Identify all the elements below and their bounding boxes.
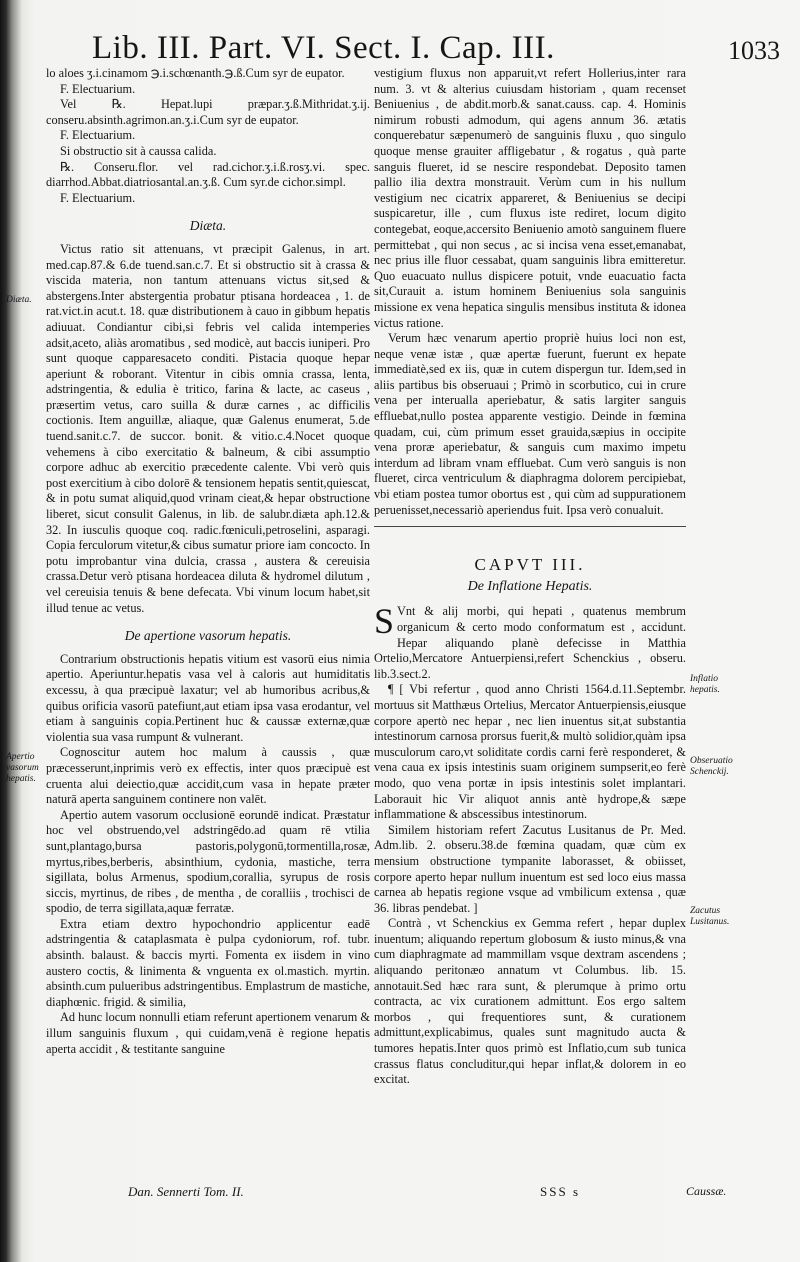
paragraph: Contrarium obstructionis hepatis vitium est vasorū eius nimia apertio. Aperiuntur.hepatis vasa vel à caloris aut humiditatis excessu, à qua præcipuè laxatur; vel ab humoribus acribus,& quibus orificia vasorū patefiunt,aut etiam ipsa vasa erodantur, vel etiam à sanguinis copia.Pertinent huc & caussæ externæ,quæ violentia sua vasa rumpunt & vulnerant. <box>46 651 370 744</box>
chapter-title: CAPVT III. <box>474 555 586 575</box>
footer-author: Dan. Sennerti Tom. II. <box>128 1184 244 1199</box>
right-column <box>374 66 686 1088</box>
running-header: Lib. III. Part. VI. Sect. I. Cap. III. <box>92 30 555 66</box>
paragraph: Vel ℞. Hepat.lupi præpar.ʒ.ß.Mithridat.ʒ.ij. conseru.absinth.agrimon.an.ʒ.i.Cum syr de eupator. <box>46 97 370 127</box>
paragraph: Victus ratio sit attenuans, vt præcipit Galenus, in art. med.cap.87.& 6.de tuend.san.c.7. Et si obstructio sit à crassa & viscida materia, non tantum attenuans victus sit,sed & abstergens.Inter abstergentia probatur ptisana hordeacea , 1. de rat.vict.in acut.t. 18. quæ distributionem à cauo in gibbum hepatis adiuuat. Condiantur cibi,si febris vel calida intemperies adsit,aceto, aliàs aromatibus , sed modicè, aut baccis iuniperi. Pro sunt quoque capparesaceto conditi. Pistacia quoque hepar aperiunt & roborant. Vitentur in cibis omnia crassa, lenta, adstringentia, & edulia è tritico, farina & lacte, ac caseus , præsertim vetus, caro suilla & duræ carnes , ac difficilis coctionis. Item anguillæ, aliaque, quæ Galenus enumerat, 5.de tuend.sanit.c.7. de succor. bonit. & vitio.c.4.Nocet quoque vehemens à cibo exercitatio & balneum, & cibi assumptio corpore adhuc ab exercitio præcedente calente. Vbi verò quis post exercitium à cibo dolorē & tensionem hepatis sentit,quiescat, & in potu sumat aliquid,quod vrinam cieat,& hepar obstructione liberet, sicut consulit Galenus, in lib. de salubr.diæta aph.12.& 32. In iusculis quoque coq. radic.fœniculi,petroselini, asparagi. Copia ferculorum vitetur,& cibus sumatur priore iam concocto. In potu improbantur vina dulcia, crassa , austera & cereuisia crassa.Detur verò ptisana hordeacea diluta & hydromel dilutum , vel cereuisia tenuis & bene defecata. Vbi vinum locum habet,sit illud tenue ac vetus. <box>46 241 370 615</box>
margin-note-apertio: Apertio vasorum hepatis. <box>6 752 39 784</box>
paragraph: Apertio autem vasorum occlusionē eorundē indicat. Præstatur hoc vel obstruendo,vel adstringēdo.ad quam rē vtilia sunt,plantago,bursa pastoris,polygonū,tormentilla,rosæ, myrtus,ribes,berberis, absinthium, cydonia, mastiche, terra sigillata, bolus Armenus, spodium,corallia, syrupus de rosis siccis, myrtinus, de ribes , de mentha , de coralliis , trochisci de spodio, de terra sigillata,aquæ ferratæ. <box>46 807 370 916</box>
paragraph: Ad hunc locum nonnulli etiam referunt apertionem venarum & illum sanguinis fluxum , qui cuidam,venā è regione hepatis aperta accidit , & testitante sanguine <box>46 1010 370 1056</box>
paragraph-text: Vnt & alij morbi, qui hepati , quatenus membrum organicum & certo modo conformatum est , accidunt. Hepar aliquando planè defecisse in Matthia Ortelio,Mercatore Antuerpiensi,refert Schenckius , obseru. lib.3.sect.2. <box>374 604 686 681</box>
drop-cap: S <box>374 601 395 642</box>
margin-note-inflatio: Inflatio hepatis. <box>690 674 720 695</box>
paragraph: lo aloes ʒ.i.cinamom ℈.i.schœnanth.℈.ß.Cum syr de eupator. <box>46 66 345 80</box>
paragraph: Verum hæc venarum apertio propriè huius loci non est, neque venæ istæ , quæ apertæ fuerunt, fuerunt ex hepate immediatè,sed ex iis, quæ in cutem dispergun tur. Idem,sed in aliis partibus bis obseruaui ; Primò in scorbutico, cui in crure vena per interualla aperiebatur, & satis largiter sanguis effluebat,nullo postea apparente vestigio. Deinde in fœmina quadam, cui, cùm primum esset grauida,sæpius in occipite vena proræ aperiebatur, & sanguis cum maximo impetu interdum ad libram vnam effluebat. Cum verò sanguis is non flueret, circa ventriculum & diaphragma dolorem percipiebat, vbi etiam postea tumor obortus est , qui cùm ad suppurationem peruenisset,necessariò aperiendus fuit. Ipsa verò conualuit. <box>374 331 686 517</box>
signature-mark: SSS s <box>540 1184 580 1199</box>
paragraph: Contrà , vt Schenckius ex Gemma refert , hepar duplex inuentum; aliquando repertum globosum & iusto minus,& vna cum diaphragmate ad mammillam vsque dextram ascendens ; aliquando peritonæo annatum vt Columbus. lib. 15. annotauit.Sed hæc rara sunt, & plerumque à primo ortu contracta, ac vix curationem admittunt. Eos ergo saltem morbos , qui frequentiores sunt, & curationem admittunt,explicabimus, quales sunt magnitudo aucta & tumores hepatis.Inter quos primò est Inflatio,cum sub tunica crassus flatus concluditur,qui hepar inflat,& dolorem in eo excitat. <box>374 916 686 1087</box>
catchword: Caussæ. <box>686 1184 727 1198</box>
paragraph: vestigium fluxus non apparuit,vt refert Hollerius,inter rara num. 3. vt & alterius cuiusdam historiam , quam recenset Beniuenius , de abdit.morb.& sanat.causs. cap. 4. Hominis nimirum robusti admodum, qui agens annum 36. ætatis conquerebatur sæpenumerò de sanguinis fluxu , quo singulo quoque mense grauiter affligebatur , & rogatus , quà parte sanguis flueret, id se nescire respondebat. Deposito tamen pallio ilia dextra monstrauit. Verùm cum in his nullum vestigium nec cicatrix appareret, & Beniuenius se decipi suspicaretur, ille , cum fluxus iste rediret, locum digito contegebat, eoque,accersito Beniuenio amotò sanguinem fluere permittebat , qui non secus , ac si incisa vena esset,emanabat, nec prius ille fluor cessabat, quam sanguinis libra emitteretur. Quo euacuato nullus dispicere potuit, vnde euacuatio facta sit,Curauit a. istum hominem Beniuenius sola sanguinis missione ex vena hepatica singulis mensibus instituta & idonea victus ratione. <box>374 66 686 330</box>
paragraph: Si obstructio sit à caussa calida. <box>60 143 217 158</box>
left-column <box>46 66 370 1057</box>
paragraph: ¶ [ Vbi refertur , quod anno Christi 1564.d.11.Septembr. mortuus sit Matthæus Ortelius, Mercator Antuerpiensis,eiusque corpore apertò nec hepar , nec lien inuentus sit,at substantia intestinorum carnosa prorsus fuerit,& multò solidior,quàm ipsa musculorum caro,vt soliditate cordis carni ferè responderet, & vena caua ex ipsis intestinis suam originem sumpserit,eo ferè modo, quo vena portæ in ipsis intestinis solet implantari. Laborauit hic Vir aliquot annis antè hydrope,& sæpe inflammatione & abscessibus intestinorum. <box>374 682 686 822</box>
page-number: 1033 <box>728 36 780 65</box>
paragraph: F. Electuarium. <box>60 81 136 96</box>
chapter-subtitle: De Inflatione Hepatis. <box>467 578 593 594</box>
paragraph: ℞. Conseru.flor. vel rad.cichor.ʒ.i.ß.rosʒ.vi. spec. diarrhod.Abbat.diatriosantal.an.ʒ.ß. Cum syr.de cichor.simpl. <box>46 159 370 190</box>
paragraph <box>374 601 686 682</box>
margin-note-observatio: Obseruatio Schenckij. <box>690 756 733 777</box>
chapter-divider <box>374 526 686 527</box>
paragraph: F. Electuarium. <box>60 128 136 143</box>
margin-note-diaeta: Diæta. <box>6 295 32 305</box>
paragraph: Similem historiam refert Zacutus Lusitanus de Pr. Med. Adm.lib. 2. obseru.38.de fœmina quadam, quæ cùm ex mensium obstructione tympanite laborasset, & obiisset, corpore aperto hepar nullum inuentum est sed loco eius massa carnea ab hepatis regione vsque ad vmbilicum extensa , quæ 36. libras pendebat. ] <box>374 822 686 915</box>
section-heading-diaeta: Diæta. <box>189 218 227 234</box>
paragraph: Cognoscitur autem hoc malum à caussis , quæ præcesserunt,inprimis verò ex effectis, inter quos præcipuè est cruenta alui deiectio,quæ accidit,cum vasa in hepate præter naturā aperta sanguinem continere non valēt. <box>46 745 370 807</box>
paragraph: Extra etiam dextro hypochondrio applicentur eadē adstringentia & cataplasmata è pulpa cydoniorum, rof. tubr. absinth. balaust. & baccis myrti. Fomenta ex iisdem in vino austero coctis, & linimenta & vnguenta ex ol.mastich. myrtin. absinth.cum pulueribus adstringentibus. Emplastrum de mastiche, diaphœnic. frigid. & similia, <box>46 916 370 1009</box>
paragraph: F. Electuarium. <box>60 190 136 205</box>
margin-note-zacutus: Zacutus Lusitanus. <box>690 906 730 927</box>
section-heading-apertio: De apertione vasorum hepatis. <box>124 628 292 644</box>
